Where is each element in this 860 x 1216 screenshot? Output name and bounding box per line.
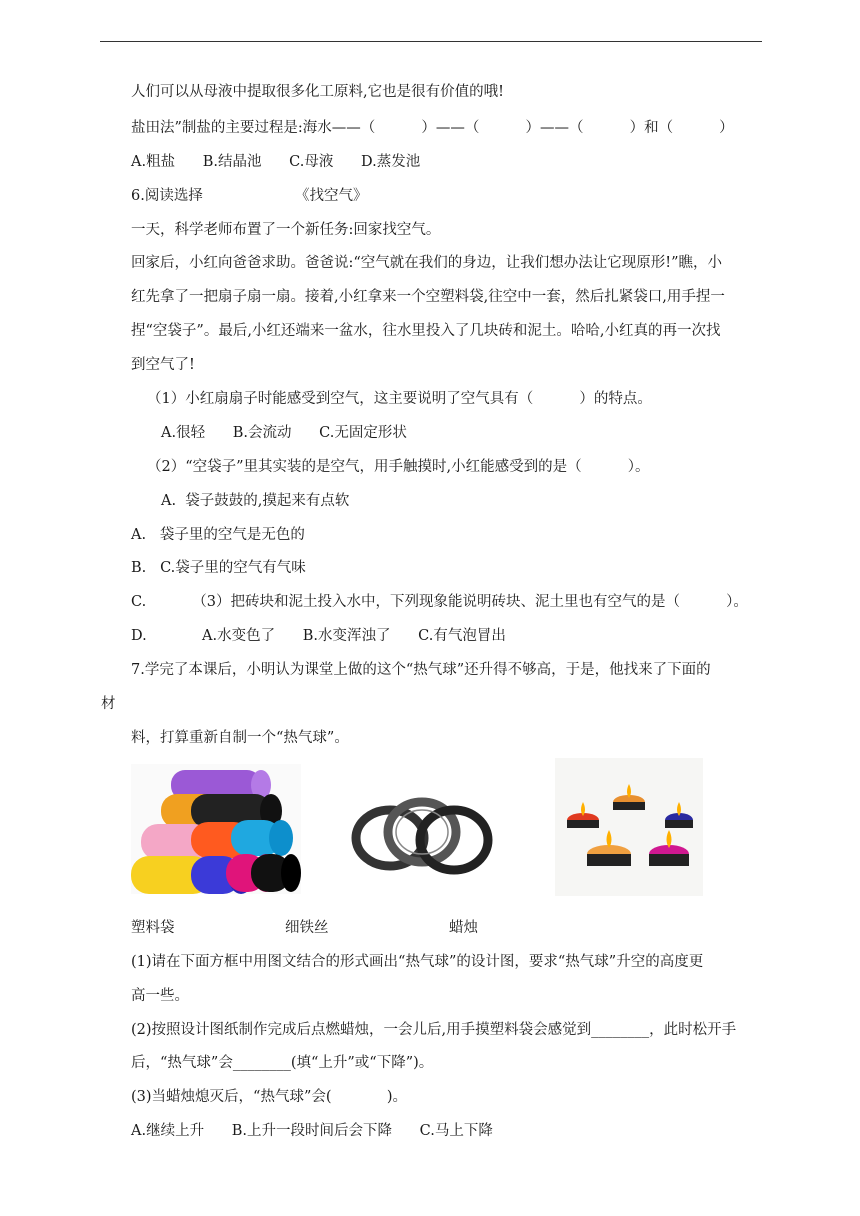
text-line-12: （2）“空袋子”里其实装的是空气，用手触摸时,小红能感受到的是（ ）。 <box>147 459 650 475</box>
text-line-17: D. A.水变色了 B.水变浑浊了 C.有气泡冒出 <box>131 628 506 644</box>
text-line-21: (1)请在下面方框中用图文结合的形式画出“热气球”的设计图，要求“热气球”升空的高度更 <box>131 954 704 970</box>
caption-plastic-bag: 塑料袋 <box>131 920 175 936</box>
iron-wire-image <box>350 790 495 885</box>
text-line-14: A. 袋子里的空气是无色的 <box>131 527 305 543</box>
text-line-6: 回家后，小红向爸爸求助。爸爸说:“空气就在我们的身边，让我们想办法让它现原形!”瞧，小 <box>131 255 723 271</box>
text-line-25: (3)当蜡烛熄灭后，“热气球”会( )。 <box>131 1089 407 1105</box>
text-line-26: A.继续上升 B.上升一段时间后会下降 C.马上下降 <box>131 1123 493 1139</box>
text-line-8: 捏“空袋子”。最后,小红还端来一盆水，往水里投入了几块砖和泥土。哈哈,小红真的再一次找 <box>131 323 721 339</box>
text-line-1: 人们可以从母液中提取很多化工原料,它也是很有价值的哦! <box>131 84 504 100</box>
text-line-10: （1）小红扇扇子时能感受到空气，这主要说明了空气具有（ ）的特点。 <box>147 391 652 407</box>
text-line-7: 红先拿了一把扇子扇一扇。接着,小红拿来一个空塑料袋,往空中一套，然后扎紧袋口,用手捏一 <box>131 289 725 305</box>
text-line-18: 7.学完了本课后，小明认为课堂上做的这个“热气球”还升得不够高，于是，他找来了下面的 <box>131 662 711 678</box>
text-line-13: A. 袋子鼓鼓的,摸起来有点软 <box>161 493 350 509</box>
header-rule <box>100 41 762 42</box>
text-line-15: B. C.袋子里的空气有气味 <box>131 560 306 576</box>
caption-candle: 蜡烛 <box>449 920 478 936</box>
candles-image <box>555 758 703 896</box>
text-line-4: 6.阅读选择 《找空气》 <box>131 188 368 204</box>
caption-iron-wire: 细铁丝 <box>285 920 329 936</box>
text-line-22: 高一些。 <box>131 988 189 1004</box>
text-line-23: (2)按照设计图纸制作完成后点燃蜡烛，一会儿后,用手摸塑料袋会感觉到________，此时松开手 <box>131 1022 737 1038</box>
text-line-2: 盐田法”制盐的主要过程是:海水——（ ）——（ ）——（ ）和（ ） <box>131 120 734 136</box>
text-line-9: 到空气了! <box>131 357 195 373</box>
text-line-5: 一天，科学老师布置了一个新任务:回家找空气。 <box>131 222 441 238</box>
text-line-20: 料，打算重新自制一个“热气球”。 <box>131 730 349 746</box>
text-line-16: C. （3）把砖块和泥土投入水中，下列现象能说明砖块、泥土里也有空气的是（ ）。 <box>131 594 748 610</box>
text-line-19: 材 <box>101 696 116 712</box>
text-line-3: A.粗盐 B.结晶池 C.母液 D.蒸发池 <box>131 154 421 170</box>
text-line-11: A.很轻 B.会流动 C.无固定形状 <box>161 425 407 441</box>
text-line-24: 后，“热气球”会________(填“上升”或“下降”)。 <box>131 1055 434 1071</box>
plastic-bags-image <box>131 764 301 894</box>
